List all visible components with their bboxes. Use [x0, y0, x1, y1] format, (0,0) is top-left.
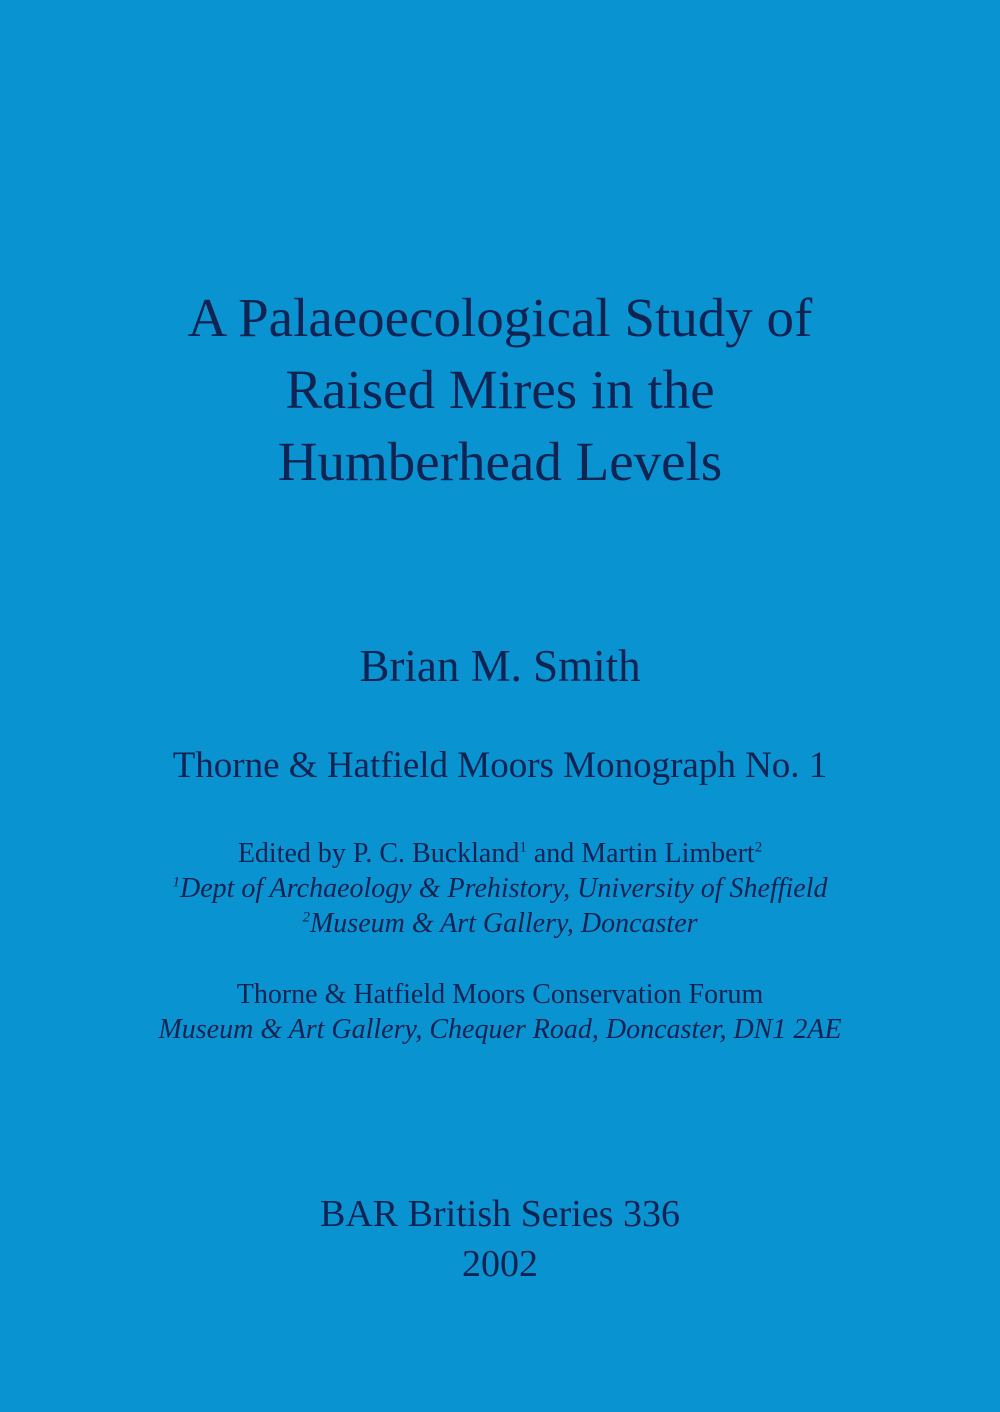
affiliation-1: Dept of Archaeology & Prehistory, University of Sheffield	[179, 873, 828, 904]
editors-connector: and Martin Limbert	[526, 838, 755, 869]
title-line-3: Humberhead Levels	[277, 431, 723, 492]
author-name: Brian M. Smith	[359, 641, 641, 691]
affiliation-2-line	[0, 908, 1000, 940]
editors-line	[0, 838, 1000, 870]
series-year: 2002	[462, 1243, 538, 1285]
affiliation2-footnote-mark: 2	[302, 909, 310, 926]
publisher-address: Museum & Art Gallery, Chequer Road, Doncaster, DN1 2AE	[158, 1014, 842, 1045]
title-line-2: Raised Mires in the	[285, 359, 715, 420]
title-line-1: A Palaeoecological Study of	[187, 287, 813, 348]
publisher-name: Thorne & Hatfield Moors Conservation Forum	[236, 979, 764, 1010]
monograph-line: Thorne & Hatfield Moors Monograph No. 1	[172, 745, 828, 786]
editor1-footnote-mark: 1	[519, 839, 527, 856]
series-name: BAR British Series 336	[320, 1193, 680, 1235]
affiliation1-footnote-mark: 1	[172, 874, 180, 891]
affiliation-1-line	[0, 873, 1000, 905]
editor2-footnote-mark: 2	[754, 839, 763, 856]
affiliation-2: Museum & Art Gallery, Doncaster	[309, 908, 698, 939]
editors-prefix: Edited by P. C. Buckland	[237, 838, 520, 869]
